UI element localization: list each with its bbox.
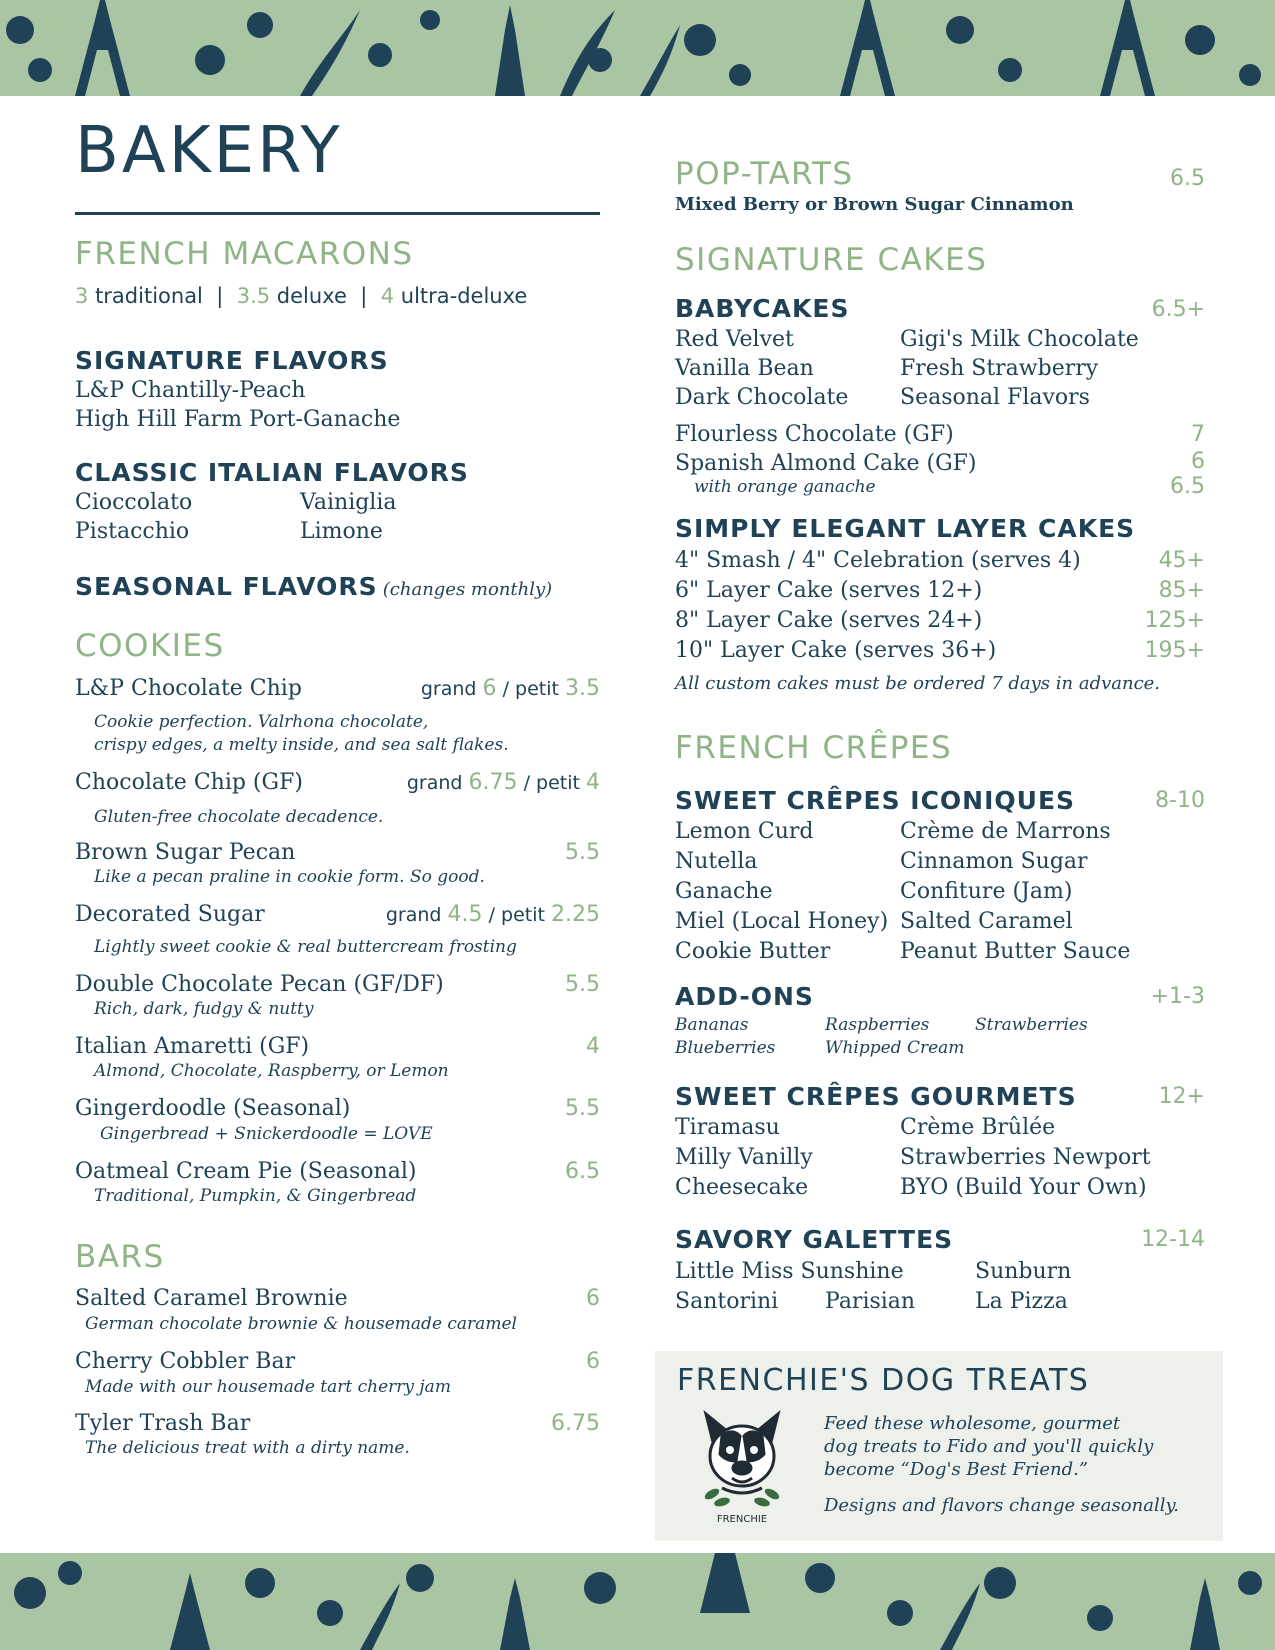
- layer-cakes-heading: SIMPLY ELEGANT LAYER CAKES: [675, 514, 1136, 543]
- cookie-name: Oatmeal Cream Pie (Seasonal): [75, 1159, 417, 1184]
- menu-page: [0, 96, 1275, 1553]
- page-title: BAKERY: [75, 114, 343, 188]
- crepe-item: Confiture (Jam): [900, 879, 1073, 904]
- cookie-desc: Like a pecan praline in cookie form. So good.: [94, 867, 485, 887]
- bar-desc: Made with our housemade tart cherry jam: [85, 1377, 451, 1397]
- bar-name: Salted Caramel Brownie: [75, 1286, 348, 1311]
- macaron-flavor: Vainiglia: [300, 490, 397, 515]
- cookie-desc: Almond, Chocolate, Raspberry, or Lemon: [94, 1061, 449, 1081]
- crepes-heading: FRENCH CRÊPES: [675, 730, 953, 766]
- cookie-price: grand 6 / petit 3.5: [420, 676, 600, 701]
- babycake-flavor: Red Velvet: [675, 327, 794, 352]
- crepe-item: Ganache: [675, 879, 773, 904]
- layer-cake-price: 195+: [1144, 638, 1205, 663]
- signature-cakes-heading: SIGNATURE CAKES: [675, 242, 988, 278]
- cookie-desc: Traditional, Pumpkin, & Gingerbread: [94, 1186, 417, 1206]
- dog-treats-desc: Feed these wholesome, gourmet: [824, 1413, 1121, 1434]
- layer-cake-name: 10" Layer Cake (serves 36+): [675, 638, 997, 663]
- bar-price: 6: [586, 1349, 600, 1374]
- gourmets-price: 12+: [1158, 1084, 1205, 1109]
- dog-treats-note: Designs and flavors change seasonally.: [824, 1495, 1179, 1516]
- bars-heading: BARS: [75, 1239, 165, 1275]
- addon-item: Bananas: [675, 1015, 749, 1035]
- cookie-name: Italian Amaretti (GF): [75, 1034, 310, 1059]
- cookie-price: 5.5: [565, 840, 600, 865]
- frenchie-logo: [692, 1406, 792, 1526]
- bar-price: 6.75: [551, 1411, 600, 1436]
- galette-item: Parisian: [825, 1289, 916, 1314]
- macaron-flavor: High Hill Farm Port-Ganache: [75, 407, 401, 432]
- cake-note: with orange ganache: [694, 477, 876, 497]
- crepe-item: Cookie Butter: [675, 939, 831, 964]
- cookie-desc: Gluten-free chocolate decadence.: [94, 807, 384, 827]
- cookie-desc: Gingerbread + Snickerdoodle = LOVE: [100, 1124, 433, 1144]
- title-divider: [75, 212, 600, 215]
- poptarts-desc: Mixed Berry or Brown Sugar Cinnamon: [675, 194, 1074, 215]
- gourmet-item: Milly Vanilly: [675, 1145, 813, 1170]
- layer-cake-price: 45+: [1158, 548, 1205, 573]
- cookie-name: Brown Sugar Pecan: [75, 840, 296, 865]
- galette-item: Sunburn: [975, 1259, 1072, 1284]
- italian-flavors-heading: CLASSIC ITALIAN FLAVORS: [75, 458, 469, 487]
- babycakes-heading: BABYCAKES: [675, 294, 850, 323]
- cookie-price: 5.5: [565, 972, 600, 997]
- crepe-item: Peanut Butter Sauce: [900, 939, 1131, 964]
- eiffel-floral-pattern-icon: [0, 0, 1275, 96]
- crepe-item: Salted Caramel: [900, 909, 1073, 934]
- gourmet-item: Tiramasu: [675, 1115, 780, 1140]
- gourmets-heading: SWEET CRÊPES GOURMETS: [675, 1082, 1077, 1111]
- gourmet-item: BYO (Build Your Own): [900, 1175, 1147, 1200]
- galette-item: La Pizza: [975, 1289, 1068, 1314]
- bottom-banner: [0, 1553, 1275, 1650]
- cake-name: Flourless Chocolate (GF): [675, 422, 954, 447]
- crepe-item: Lemon Curd: [675, 819, 814, 844]
- dog-treats-desc: dog treats to Fido and you'll quickly: [824, 1436, 1154, 1457]
- macaron-flavor: L&P Chantilly-Peach: [75, 378, 306, 403]
- galettes-heading: SAVORY GALETTES: [675, 1225, 954, 1254]
- cookie-desc: Rich, dark, fudgy & nutty: [94, 999, 314, 1019]
- seasonal-note: (changes monthly): [382, 579, 553, 600]
- bar-price: 6: [586, 1286, 600, 1311]
- gourmet-item: Strawberries Newport: [900, 1145, 1151, 1170]
- babycake-flavor: Vanilla Bean: [675, 356, 814, 381]
- seasonal-flavors: [75, 572, 552, 601]
- iconiques-heading: SWEET CRÊPES ICONIQUES: [675, 786, 1076, 815]
- cookie-price: grand 4.5 / petit 2.25: [385, 902, 600, 927]
- cookies-heading: COOKIES: [75, 628, 225, 664]
- dog-treats-desc: become “Dog's Best Friend.”: [824, 1459, 1089, 1480]
- galettes-price: 12-14: [1141, 1227, 1205, 1252]
- babycakes-price: 6.5+: [1151, 297, 1205, 322]
- layer-cake-price: 85+: [1158, 578, 1205, 603]
- cookie-desc: Cookie perfection. Valrhona chocolate,: [94, 712, 429, 732]
- cookie-price: 5.5: [565, 1096, 600, 1121]
- addon-item: Blueberries: [675, 1038, 776, 1058]
- layer-cake-name: 8" Layer Cake (serves 24+): [675, 608, 983, 633]
- crepe-item: Miel (Local Honey): [675, 909, 889, 934]
- cake-price: 7: [1191, 422, 1205, 447]
- bar-name: Tyler Trash Bar: [75, 1411, 251, 1436]
- macaron-flavor: Cioccolato: [75, 490, 193, 515]
- layer-cake-name: 4" Smash / 4" Celebration (serves 4): [675, 548, 1081, 573]
- cookie-name: L&P Chocolate Chip: [75, 676, 302, 701]
- custom-cake-note: All custom cakes must be ordered 7 days in advance.: [675, 673, 1161, 694]
- bar-desc: German chocolate brownie & housemade caramel: [85, 1314, 517, 1334]
- seasonal-flavors-heading: SEASONAL FLAVORS: [75, 572, 378, 601]
- cake-price: 6.5: [1170, 474, 1205, 499]
- cake-price: 6: [1191, 449, 1205, 474]
- top-banner: [0, 0, 1275, 96]
- bar-desc: The delicious treat with a dirty name.: [85, 1438, 410, 1458]
- addon-item: Raspberries: [825, 1015, 930, 1035]
- layer-cake-name: 6" Layer Cake (serves 12+): [675, 578, 983, 603]
- babycake-flavor: Fresh Strawberry: [900, 356, 1099, 381]
- macaron-prices: 3 traditional | 3.5 deluxe | 4 ultra-deluxe: [75, 284, 528, 308]
- iconiques-price: 8-10: [1155, 788, 1205, 813]
- cookie-desc: crispy edges, a melty inside, and sea salt flakes.: [94, 735, 509, 755]
- macaron-flavor: Limone: [300, 519, 383, 544]
- cookie-price: 6.5: [565, 1159, 600, 1184]
- crepe-item: Crème de Marrons: [900, 819, 1111, 844]
- cookie-name: Double Chocolate Pecan (GF/DF): [75, 972, 444, 997]
- poptarts-price: 6.5: [1170, 166, 1205, 191]
- addon-item: Whipped Cream: [825, 1038, 965, 1058]
- poptarts-heading: POP-TARTS: [675, 156, 854, 192]
- signature-flavors-heading: SIGNATURE FLAVORS: [75, 346, 389, 375]
- cookie-price: 4: [586, 1034, 600, 1059]
- cookie-name: Chocolate Chip (GF): [75, 770, 303, 795]
- addons-price: +1-3: [1150, 984, 1205, 1009]
- cookie-name: Decorated Sugar: [75, 902, 265, 927]
- babycake-flavor: Seasonal Flavors: [900, 385, 1090, 410]
- crepe-item: Nutella: [675, 849, 758, 874]
- bar-name: Cherry Cobbler Bar: [75, 1349, 296, 1374]
- addon-item: Strawberries: [975, 1015, 1088, 1035]
- macarons-heading: FRENCH MACARONS: [75, 236, 414, 272]
- eiffel-floral-pattern-icon: [0, 1553, 1275, 1650]
- layer-cake-price: 125+: [1144, 608, 1205, 633]
- macaron-flavor: Pistacchio: [75, 519, 190, 544]
- dog-treats-heading: FRENCHIE'S DOG TREATS: [677, 1363, 1090, 1398]
- cookie-name: Gingerdoodle (Seasonal): [75, 1096, 351, 1121]
- crepe-item: Cinnamon Sugar: [900, 849, 1088, 874]
- frenchie-logo-label: FRENCHIE: [716, 1514, 768, 1525]
- babycake-flavor: Gigi's Milk Chocolate: [900, 327, 1139, 352]
- gourmet-item: Crème Brûlée: [900, 1115, 1056, 1140]
- cookie-price: grand 6.75 / petit 4: [406, 770, 600, 795]
- addons-heading: ADD-ONS: [675, 982, 814, 1011]
- galette-item: Little Miss Sunshine: [675, 1259, 904, 1284]
- gourmet-item: Cheesecake: [675, 1175, 809, 1200]
- babycake-flavor: Dark Chocolate: [675, 385, 849, 410]
- french-bulldog-icon: [692, 1406, 792, 1526]
- galette-item: Santorini: [675, 1289, 779, 1314]
- cookie-desc: Lightly sweet cookie & real buttercream frosting: [94, 937, 517, 957]
- cake-name: Spanish Almond Cake (GF): [675, 451, 977, 476]
